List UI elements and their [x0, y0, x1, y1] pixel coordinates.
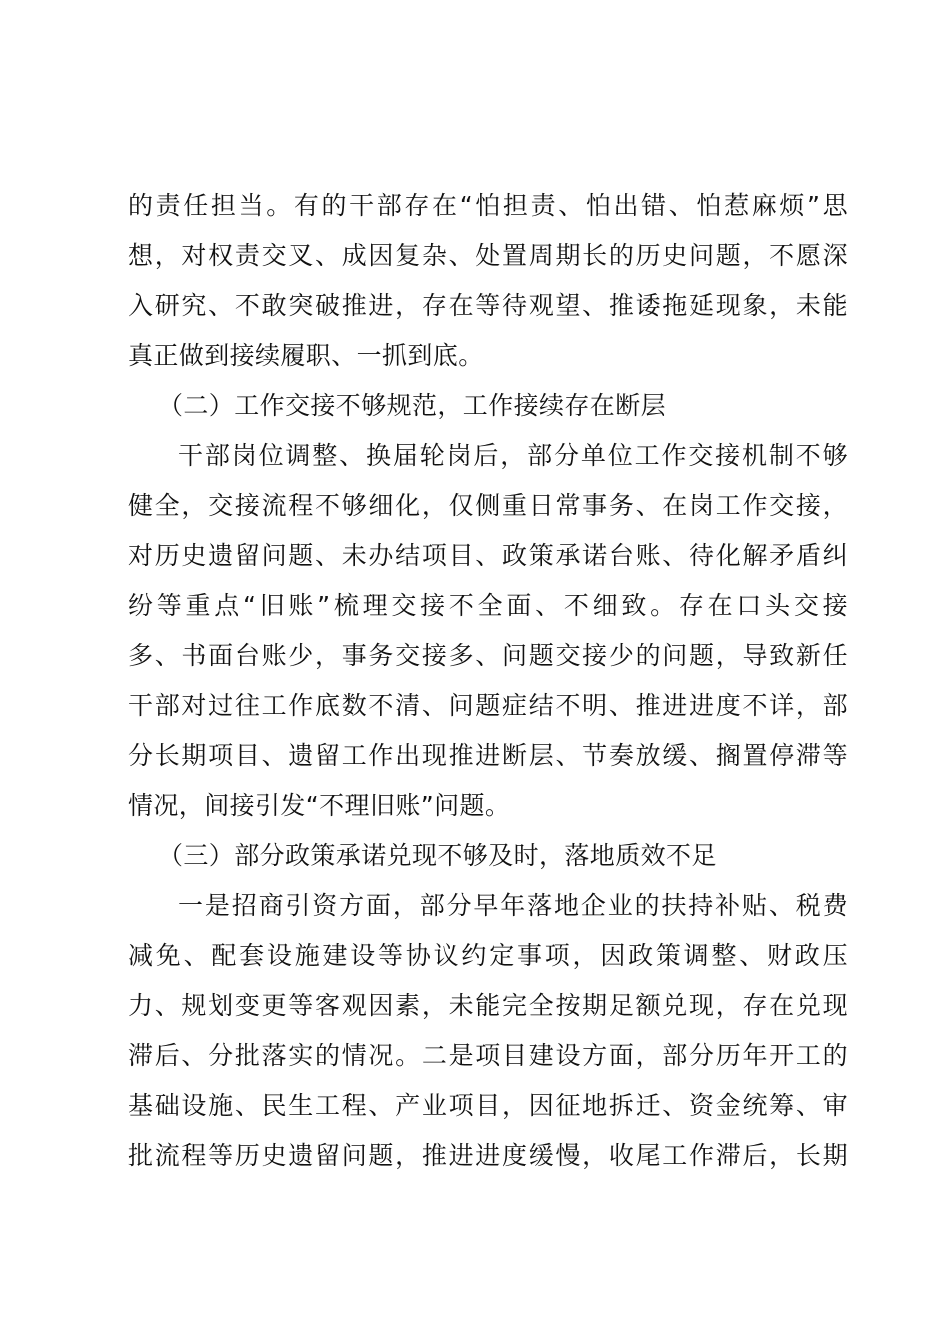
paragraph-line: 一是招商引资方面，部分早年落地企业的扶持补贴、税费	[178, 891, 848, 920]
paragraph-line: 想，对权责交叉、成因复杂、处置周期长的历史问题，不愿深	[128, 241, 848, 270]
paragraph-line: 真正做到接续履职、一抓到底。	[128, 341, 484, 370]
paragraph-line: 多、书面台账少，事务交接多、问题交接少的问题，导致新任	[128, 641, 848, 670]
paragraph-line: 批流程等历史遗留问题，推进进度缓慢，收尾工作滞后，长期	[128, 1141, 848, 1170]
paragraph-line: 减免、配套设施建设等协议约定事项，因政策调整、财政压	[128, 941, 848, 970]
paragraph-line: 的责任担当。有的干部存在“怕担责、怕出错、怕惹麻烦”思	[128, 191, 848, 220]
paragraph-line: 滞后、分批落实的情况。二是项目建设方面，部分历年开工的	[128, 1041, 848, 1070]
paragraph-line: 干部岗位调整、换届轮岗后，部分单位工作交接机制不够	[178, 441, 848, 470]
section-heading: （二）工作交接不够规范，工作接续存在断层	[158, 391, 667, 420]
paragraph-line: 力、规划变更等客观因素，未能完全按期足额兑现，存在兑现	[128, 991, 848, 1020]
paragraph-line: 干部对过往工作底数不清、问题症结不明、推进进度不详，部	[128, 691, 848, 720]
section-heading: （三）部分政策承诺兑现不够及时，落地质效不足	[158, 841, 717, 870]
paragraph-line: 纷等重点“旧账”梳理交接不全面、不细致。存在口头交接	[128, 591, 848, 620]
paragraph-line: 对历史遗留问题、未办结项目、政策承诺台账、待化解矛盾纠	[128, 541, 848, 570]
paragraph-line: 健全，交接流程不够细化，仅侧重日常事务、在岗工作交接，	[128, 491, 848, 520]
paragraph-line: 基础设施、民生工程、产业项目，因征地拆迁、资金统筹、审	[128, 1091, 848, 1120]
paragraph-line: 情况，间接引发“不理旧账”问题。	[128, 791, 511, 820]
paragraph-line: 入研究、不敢突破推进，存在等待观望、推诿拖延现象，未能	[128, 291, 848, 320]
paragraph-line: 分长期项目、遗留工作出现推进断层、节奏放缓、搁置停滞等	[128, 741, 848, 770]
